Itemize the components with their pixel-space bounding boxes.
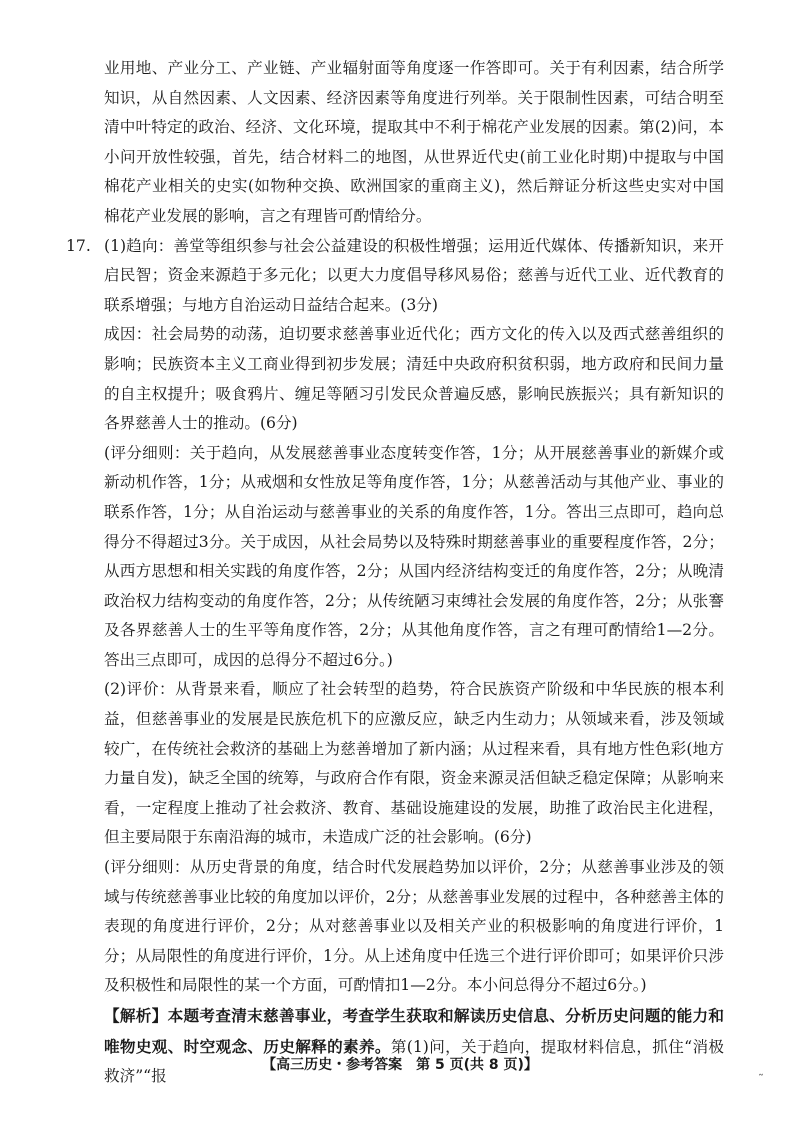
q17-evaluation: (2)评价：从背景来看，顺应了社会转型的趋势，符合民族资产阶级和中华民族的根本利益，但慈善事业的发展是民族危机下的应激反应，缺乏内生动力；从领域来看，涉及领域较广，在传统社会救济的基础上为慈善增加了新内涵；从过程来看，具有地方性色彩(地方力量自发)，缺乏全国的统筹，与政府合作有限，资金来源灵活但缺乏稳定保障；从影响来看，一定程度上推动了社会救济、教育、基础设施建设的发展，助推了政治民主化进程，但主要局限于东南沿海的城市，未造成广泛的社会影响。(6分) bbox=[104, 680, 724, 847]
page-footer: 【高三历史・参考答案 第 5 页(共 8 页)】 bbox=[262, 1057, 538, 1073]
q17-analysis bbox=[104, 1001, 724, 1092]
q17-trend: (1)趋向：善堂等组织参与社会公益建设的积极性增强；运用近代媒体、传播新知识，来开启民智；资金来源趋于多元化；以更大力度倡导移风易俗；慈善与近代工业、近代教育的联系增强；与地方自治运动日益结合起来。(3分) bbox=[104, 236, 724, 314]
analysis-text: 第(1)问，关于趋向，提取材料信息，抓住“消极救济”“报 bbox=[104, 1037, 724, 1086]
intro-paragraph: 业用地、产业分工、产业链、产业辐射面等角度逐一作答即可。关于有利因素，结合所学知识，从自然因素、人文因素、经济因素等角度进行列举。关于限制性因素，可结合明至清中叶特定的政治、经济、文化环境，提取其中不利于棉花产业发展的因素。第(2)问，本小问开放性较强，首先，结合材料二的地图，从世界近代史(前工业化时期)中提取与中国棉花产业相关的史实(如物种交换、欧洲国家的重商主义)，然后辩证分析这些史实对中国棉花产业发展的影响，言之有理皆可酌情给分。 bbox=[104, 59, 724, 225]
analysis-heading: 【解析】本题考查清末慈善事业，考查学生获取和解读历史信息、分析历史问题的能力和唯物史观、时空观念、历史解释的素养。 bbox=[104, 1006, 724, 1056]
q17-rubric-2: (评分细则：从历史背景的角度，结合时代发展趋势加以评价，2分；从慈善事业涉及的领域与传统慈善事业比较的角度加以评价，2分；从慈善事业发展的过程中，各种慈善主体的表现的角度进行评价，2分；从对慈善事业以及相关产业的积极影响的角度进行评价，1分；从局限性的角度进行评价，1分。从上述角度中任选三个进行评价即可；如果评价只涉及积极性和局限性的某一个方面，可酌情扣1—2分。本小问总得分不超过6分。) bbox=[104, 858, 724, 995]
q17-cause: 成因：社会局势的动荡，迫切要求慈善事业近代化；西方文化的传入以及西式慈善组织的影响；民族资本主义工商业得到初步发展；清廷中央政府积贫积弱，地方政府和民间力量的自主权提升；吸食鸦片、缠足等陋习引发民众普遍反感，影响民族振兴；具有新知识的各界慈善人士的推动。(6分) bbox=[104, 325, 724, 433]
q17-rubric-1: (评分细则：关于趋向，从发展慈善事业态度转变作答，1分；从开展慈善事业的新媒介或新动机作答，1分；从戒烟和女性放足等角度作答，1分；从慈善活动与其他产业、事业的联系作答，1分；从自治运动与慈善事业的关系的角度作答，1分。答出三点即可，趋向总得分不得超过3分。关于成因，从社会局势以及特殊时期慈善事业的重要程度作答，2分；从西方思想和相关实践的角度作答，2分；从国内经济结构变迁的角度作答，2分；从晚清政治权力结构变动的角度作答，2分；从传统陋习束缚社会发展的角度作答，2分；从张謇及各界慈善人士的生平等角度作答，2分；从其他角度作答，言之有理可酌情给1—2分。答出三点即可，成因的总得分不超过6分。) bbox=[104, 443, 724, 669]
page-content bbox=[66, 54, 724, 1092]
question-17 bbox=[66, 232, 724, 321]
corner-mark: ˷ bbox=[758, 1062, 764, 1076]
question-number: 17. bbox=[66, 236, 91, 255]
